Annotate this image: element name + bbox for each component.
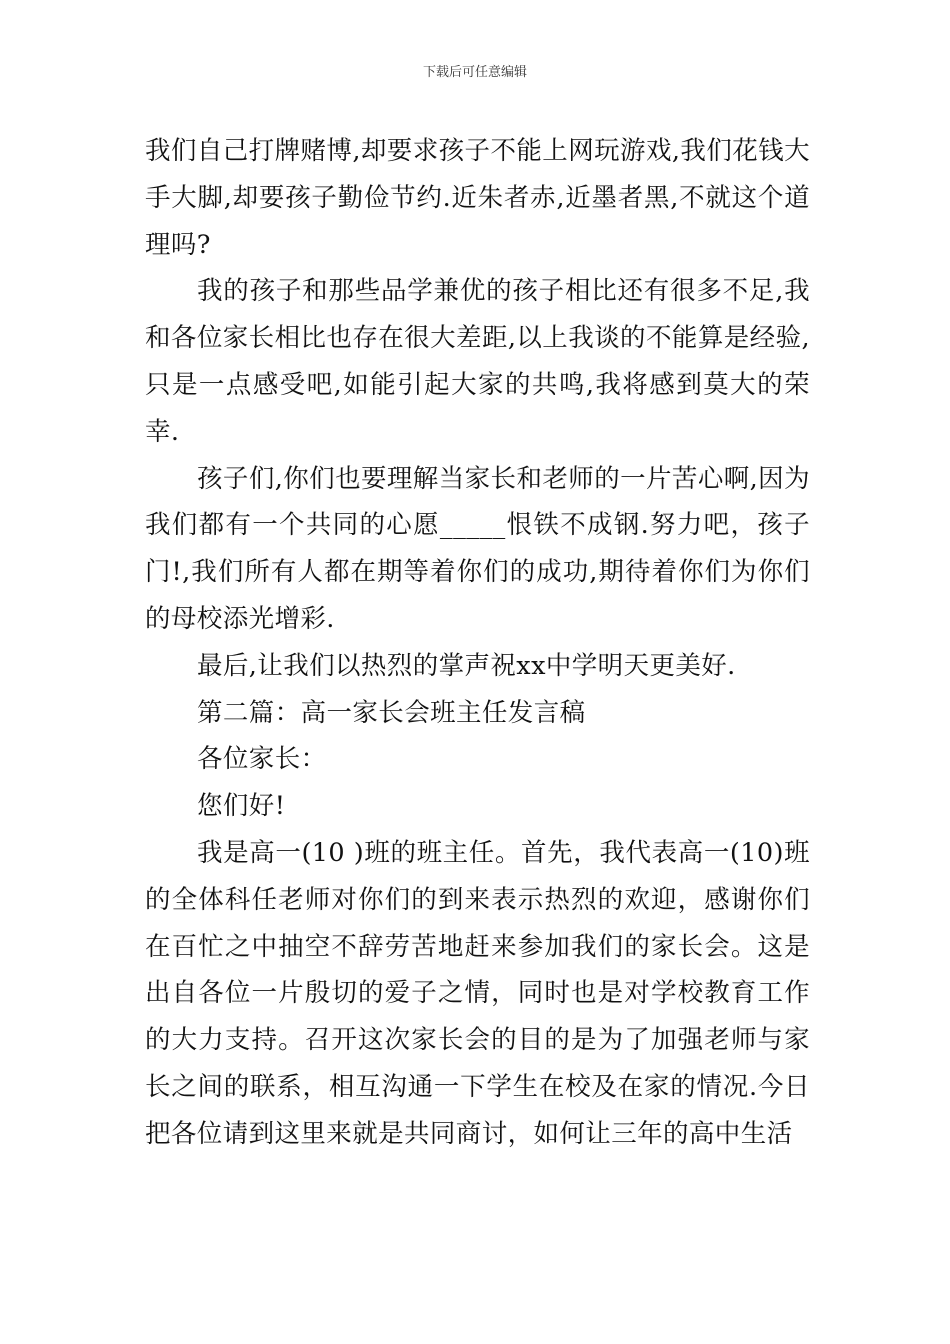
paragraph-message-to-children: 孩子们,你们也要理解当家长和老师的一片苦心啊,因为我们都有一个共同的心愿_____恨铁不成钢.努力吧，孩子门!,我们所有人都在期等着你们的成功,期待着你们为你们的母校添光增彩. (145, 463, 810, 634)
salutation: 各位家长： (197, 744, 327, 775)
paragraph-continuation: 我们自己打牌赌博,却要求孩子不能上网玩游戏,我们花钱大手大脚,却要孩子勤俭节约.近朱者赤,近墨者黑,不就这个道理吗? (145, 136, 810, 260)
paragraph-parent-reflection: 我的孩子和那些品学兼优的孩子相比还有很多不足,我和各位家长相比也存在很大差距,以上我谈的不能算是经验,只是一点感受吧,如能引起大家的共鸣,我将感到莫大的荣幸. (145, 276, 810, 447)
document-body (145, 128, 810, 1158)
paragraph-introduction: 我是高一(10 )班的班主任。首先，我代表高一(10)班的全体科任老师对你们的到来表示热烈的欢迎，感谢你们在百忙之中抽空不辞劳苦地赶来参加我们的家长会。这是出自各位一片殷切的爱子之情，同时也是对学校教育工作的大力支持。召开这次家长会的目的是为了加强老师与家长之间的联系，相互沟通一下学生在校及在家的情况.今日把各位请到这里来就是共同商讨，如何让三年的高中生活 (145, 837, 810, 1149)
greeting: 您们好! (197, 791, 286, 822)
paragraph-closing: 最后,让我们以热烈的掌声祝xx中学明天更美好. (197, 650, 736, 681)
section-heading: 第二篇：高一家长会班主任发言稿 (197, 697, 586, 728)
page-header-note: 下载后可任意编辑 (422, 65, 527, 80)
